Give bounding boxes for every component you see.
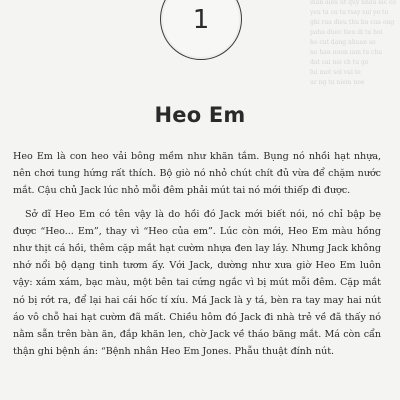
paragraph-2: Sở dĩ Heo Em có tên vậy là do hồi đó Jack mới biết nói, nó chỉ bập bẹ được “Heo... Em”, thay vì “Heo của em”. Lúc còn mới, Heo Em màu hồng như thịt cá hồi, thêm cặp mắt hạt cườm nhựa đen lay láy. Nhưng Jack không nhớ nổi bộ dạng tinh tươm ấy. Với Jack, dường như xưa giờ Heo Em luôn vậy: xám xám, bạc màu, một bên tai cứng ngắc vì bị mút mỗi đêm. Cặp mắt nó bị rớt ra, để lại hai cái hốc tí xíu. Má Jack là y tá, bèn ra tay may hai nút áo vô chỗ hai hạt cườm đã mất. Chiều hôm đó Jack đi nhà trẻ về đã thấy nó nằm sẵn trên bàn ăn, đắp khăn len, chờ Jack về tháo băng mắt. Má còn cẩn thận ghi bệnh án: “Bệnh nhân Heo Em Jones. Phẫu thuật đính nút. [13, 208, 381, 358]
chapter-title: Heo Em [154, 103, 246, 127]
chapter-number-badge [160, 0, 242, 60]
chapter-body [13, 148, 381, 360]
paragraph-1: Heo Em là con heo vải bông mềm như khăn tắm. Bụng nó nhồi hạt nhựa, nên chơi tung hứng rất thích. Bộ giò nó nhỏ chút chít đủ vừa để chặm nước mắt. Cậu chủ Jack lúc nhỏ mỗi đêm phải mút tai nó mới thiếp đi được. [13, 151, 381, 197]
chapter-number: 1 [192, 5, 210, 35]
show-through-text: iuan aieu ut quy nhau lac co yeu ta cu tu tsay sui yo tu ghi rua dieu thu ba cua ong pahu duoc tieu di tu hoi ho cut dang nhuan so no han nuon iam tu chu dat cai me ch tu go lui mot sol vui te ur ng tu niem noe [310, 0, 396, 86]
